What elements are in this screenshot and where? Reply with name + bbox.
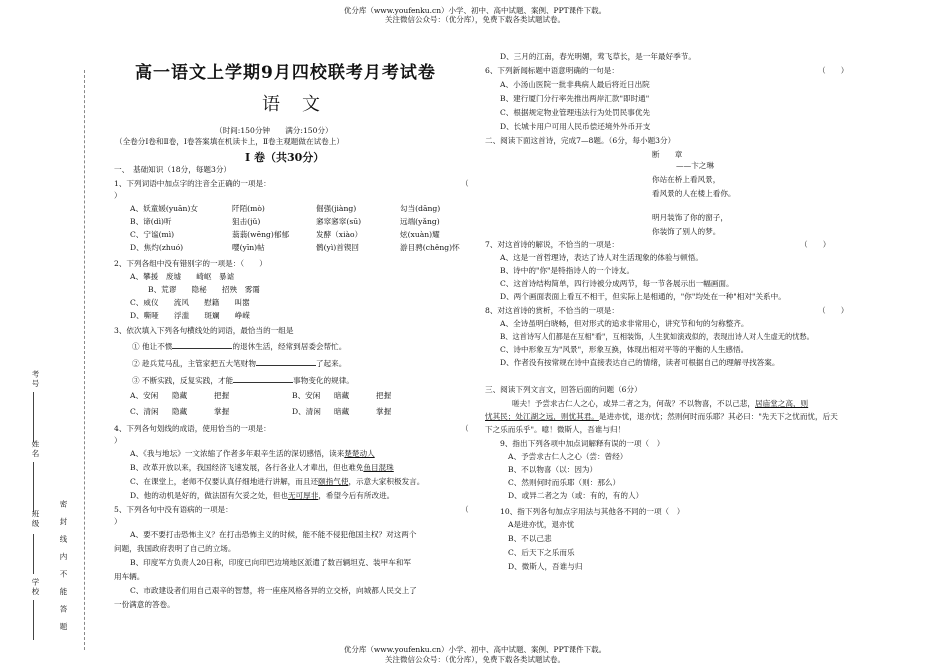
poem-line-4: 你装饰了别人的梦。	[652, 227, 721, 236]
q3-sentence-1: ① 他让不惯 的退休生活，经常到居委会帮忙。	[132, 342, 347, 351]
q7-option-a: A、这是一首哲理诗，表达了诗人对生活现象的体验与顿悟。	[500, 253, 703, 262]
q9-stem: 9、指出下列各项中加点词解释有误的一项（ ）	[500, 439, 665, 448]
school-blank	[33, 600, 34, 640]
q5-option-c: C、市政建设者们用自己艰辛的智慧，将一座座风格各异的立交桥，向城都人民交上了	[130, 586, 417, 595]
page-footer-line2: 关注微信公众号：（优分库），免费下载各类试题试卷。	[385, 655, 565, 664]
page-header-line2: 关注微信公众号：（优分库），免费下载各类试题试卷。	[385, 15, 565, 24]
time-score: （时间:150分钟 满分:150分）	[215, 126, 333, 135]
q8-paren: （ ）	[818, 306, 849, 315]
q1-row-a: A、妖童媛(yuān)女 阡陌(mò) 倔强(jiàng) 勾当(dāng)	[130, 204, 441, 213]
q8-option-b: B、这首诗写人们都是在互相"看"，互相装饰，人生犹如演戏似的，表现出诗人对人生虚无的忧愁。	[500, 332, 814, 341]
q6-option-a: A、小汤山医院一批非典病人最后将近日出院	[500, 80, 650, 89]
q5-paren-close: ）	[114, 517, 122, 526]
exam-no-label: 考号	[31, 370, 40, 389]
q7-option-b: B、诗中的"你"是特指诗人的一个诗友。	[500, 266, 635, 275]
classical-text-line-1: 嗟夫！予尝求古仁人之心，或异二者之为，何哉？不以物喜，不以己悲，居庙堂之高，则	[512, 399, 809, 408]
q2-option-c: C、威仪 流风 慰籍 叫嚣	[130, 298, 250, 307]
section-3-heading: 三、阅读下列文言文，回答后面的问题（6分）	[485, 385, 642, 394]
q10-option-b: B、不以己悲	[508, 534, 552, 543]
q2-option-b: B、荒谬 隐秘 招殃 雾霭	[148, 285, 260, 294]
q7-stem: 7、对这首诗的解说，不恰当的一项是：	[485, 240, 619, 249]
q8-option-c: C、诗中形象互为"风景"，形象互换，体现出相对平等的平衡的人生感悟。	[500, 345, 749, 354]
q6-paren: （ ）	[818, 66, 849, 75]
q1-paren-open: （	[461, 179, 469, 188]
q6-stem: 6、下列新闻标题中语意明确的一句是：	[485, 66, 619, 75]
exam-note: （全卷分Ⅰ卷和Ⅱ卷，Ⅰ卷答案填在机读卡上，Ⅱ卷主观题做在试卷上）	[115, 137, 344, 146]
q3-sentence-3: ③ 不断实践，反复实践，才能 事物变化的规律。	[132, 376, 354, 385]
q2-stem: 2、下列各组中没有错别字的一项是：（ ）	[114, 259, 267, 268]
classical-text-line-3: 下之乐而乐乎"。噫！微斯人，吾谁与归！	[485, 425, 626, 434]
q9-option-a: A、予尝求古仁人之心（尝：曾经）	[508, 452, 628, 461]
q3-stem: 3、依次填入下列各句横线处的词语，最恰当的一组是	[114, 326, 294, 335]
classical-text-line-2: 忧其民；处江湖之远，则忧其君。是进亦忧，退亦忧；然则何时而乐耶？其必曰："先天下之忧而忧，后天	[485, 412, 838, 421]
q4-option-a: A、《我与地坛》一文浓缩了作者多年艰辛生活的深切感悟，读来楚楚动人	[130, 449, 375, 458]
q1-paren-close: ）	[114, 191, 122, 200]
q7-option-c: C、这首诗结构简单，四行诗被分成两节，每一节各展示出一幅画面。	[500, 279, 734, 288]
q1-stem: 1、下列词语中加点字的注音全正确的一项是：	[114, 179, 271, 188]
page-header-line1: 优分库（www.youfenku.cn）小学、初中、高中试题、案例、PPT课件下载。	[343, 6, 607, 15]
q2-option-a: A、攀援 废墟 崎岖 暴谑	[130, 272, 235, 281]
section-2-heading: 二、阅读下面这首诗，完成7—8题。（6分，每小题3分）	[485, 136, 676, 145]
q5-option-b: B、印度军方负责人20日称，印度已向印巴边境地区派遣了数百辆坦克、装甲车和军	[130, 558, 412, 567]
q4-option-c: C、在课堂上，老师不仅要认真仔细地进行讲解，而且还颐指气使，示意大家积极发言。	[130, 477, 425, 486]
q4-paren-close: ）	[114, 436, 122, 445]
q4-stem: 4、下列各句划线的成语，使用恰当的一项是：	[114, 424, 271, 433]
q5-option-d: D、三月的江南，春光明媚，莺飞草长，是一年最好季节。	[500, 52, 696, 61]
school-label: 学校	[31, 578, 40, 597]
q5-option-a-cont: 问题，我国政府表明了自己的立场。	[114, 544, 236, 553]
exam-no-blank	[33, 392, 34, 442]
class-label: 班级	[31, 510, 40, 529]
volume-1-heading: Ⅰ 卷（共30分）	[245, 151, 325, 164]
q8-stem: 8、对这首诗的赏析，不恰当的一项是：	[485, 306, 619, 315]
q5-stem: 5、下列各句中没有语病的一项是：	[114, 505, 233, 514]
q1-row-c: C、宁谧(mì) 蓊蓊(wēng)郁郁 发酵（xiào） 炫(xuàn)耀	[130, 230, 440, 239]
q8-option-d: D、作者没有按常规在诗中直接表达自己的情绪，读者可根据自己的理解寻找答案。	[500, 358, 780, 367]
q5-option-b-cont: 用车辆。	[114, 572, 145, 581]
poem-title: 断 章	[652, 150, 683, 159]
subject-title: 语文	[262, 94, 342, 115]
q4-paren-open: （	[461, 424, 469, 433]
q5-option-a: A、要不要打击恐怖主义？在打击恐怖主义的时候，能不能不侵犯他国主权？对这两个	[130, 530, 417, 539]
q5-option-c-cont: 一份满意的答卷。	[114, 600, 175, 609]
seal-dashed-line	[84, 70, 85, 650]
class-blank	[33, 534, 34, 574]
q10-stem: 10、指下列各句加点字用法与其他各不同的一项（ ）	[500, 507, 685, 516]
q6-option-c: C、根据规定物业管理违法行为处罚民事优先	[500, 108, 651, 117]
q6-option-d: D、长城卡用户可用人民币偿还境外外币开支	[500, 122, 651, 131]
poem-line-3: 明月装饰了你的窗子，	[652, 213, 728, 222]
q4-option-b: B、改革开放以来，我国经济飞速发展，各行各业人才辈出，但也难免鱼目混珠	[130, 463, 394, 472]
q8-option-a: A、全诗虽明白晓畅，但对形式的追求非常用心，讲究节和句的匀称整齐。	[500, 319, 749, 328]
poem-author: ——卞之琳	[676, 161, 714, 170]
q9-option-b: B、不以物喜（以：因为）	[508, 465, 598, 474]
q5-paren-open: （	[461, 505, 469, 514]
name-blank	[33, 462, 34, 512]
q10-option-c: C、后天下之乐而乐	[508, 548, 575, 557]
q1-row-b: B、谛(dì)听 狙击(jǔ) 窸窣窸窣(sū) 远端(yǎng)	[130, 217, 440, 226]
q3-sentence-2: ② 趁兵荒马乱，主管家把五大笔财物 了起来。	[132, 359, 347, 368]
page-footer-line1: 优分库（www.youfenku.cn）小学、初中、高中试题、案例、PPT课件下载。	[343, 645, 607, 654]
exam-title: 高一语文上学期9月四校联考月考试卷	[135, 63, 436, 83]
q7-paren: （ ）	[800, 240, 831, 249]
q9-option-d: D、或异二者之为（或：有的，有的人）	[508, 491, 644, 500]
poem-line-2: 看风景的人在楼上看你。	[652, 189, 736, 198]
section-1-heading: 一、 基础知识（18分，每题3分）	[114, 165, 232, 174]
q10-option-d: D、微斯人，吾谁与归	[508, 562, 583, 571]
q7-option-d: D、两个画面表面上看互不相干，但实际上是相通的，"你"均处在一种"相对"关系中。	[500, 292, 786, 301]
q3-options-cd: C、清闲 隐藏 掌握 D、清闲 暗藏 掌握	[130, 407, 392, 416]
q4-option-d: D、他的动机是好的，做法固有欠妥之处，但也无可厚非，希望今后有所改进。	[130, 491, 395, 500]
q9-option-c: C、然则何时而乐耶（则：那么）	[508, 478, 621, 487]
q10-option-a: A是进亦忧，退亦忧	[508, 520, 575, 529]
q1-row-d: D、焦灼(zhuó) 嘤(yīn)帖 鹘(yì)首锲回 游目骋(chěng)怀	[130, 243, 460, 252]
name-label: 姓名	[31, 440, 40, 459]
seal-warning-text: 密封线内不能答题	[59, 500, 68, 640]
poem-line-1: 你站在桥上看风景，	[652, 175, 721, 184]
q2-option-d: D、嘶哑 浮滥 斑斓 峥嵘	[130, 311, 250, 320]
q6-option-b: B、建行厦门分行率先推出两岸汇款"即时通"	[500, 94, 650, 103]
q3-options-ab: A、安闲 隐藏 把握 B、安闲 暗藏 把握	[130, 391, 392, 400]
